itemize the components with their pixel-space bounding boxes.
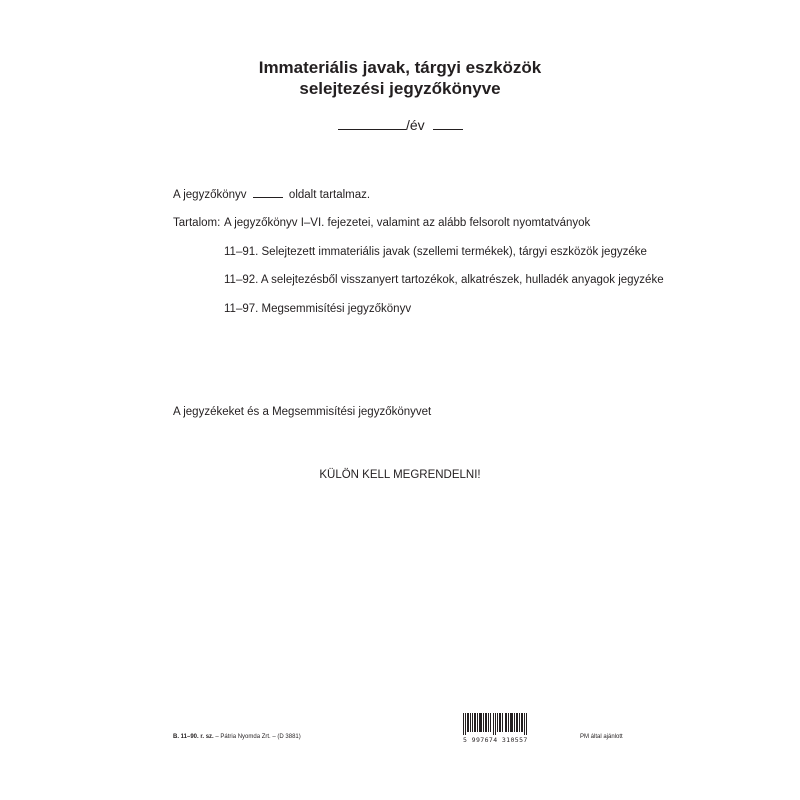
page-count-suffix: oldalt tartalmaz.	[288, 189, 371, 201]
contents-item: 11–91. Selejtezett immateriális javak (szellemi termékek), tárgyi eszközök jegyzéke	[224, 246, 647, 258]
footer-form-info	[173, 734, 301, 740]
number-blank[interactable]	[338, 115, 406, 130]
contents-label: Tartalom:	[173, 217, 221, 229]
page-count-line	[173, 186, 370, 201]
year-field	[338, 115, 463, 133]
publisher-info: – Pátria Nyomda Zrt. – (D 3881)	[213, 734, 301, 740]
year-blank[interactable]	[433, 115, 463, 130]
page-count-prefix: A jegyzőkönyv	[173, 189, 247, 201]
document-title-line-1: Immateriális javak, tárgyi eszközök	[258, 58, 542, 77]
page-count-blank[interactable]	[253, 186, 283, 198]
notice-emphasis: KÜLÖN KELL MEGRENDELNI!	[319, 469, 481, 481]
recommendation-note: PM által ajánlott	[580, 734, 623, 740]
year-suffix: /év	[406, 117, 425, 133]
barcode-digits: 5 997674 310557	[463, 736, 528, 744]
contents-intro: A jegyzőkönyv I–VI. fejezetei, valamint az alább felsorolt nyomtatványok	[224, 217, 591, 229]
document-title-line-2: selejtezési jegyzőkönyve	[299, 79, 501, 98]
contents-item: 11–92. A selejtezésből visszanyert tartozékok, alkatrészek, hulladék anyagok jegyzéke	[224, 274, 664, 286]
form-number: B. 11–90. r. sz.	[173, 734, 214, 740]
notice-text: A jegyzékeket és a Megsemmisítési jegyzőkönyvet	[173, 406, 432, 418]
barcode	[463, 713, 529, 735]
contents-item: 11–97. Megsemmisítési jegyzőkönyv	[224, 303, 412, 315]
